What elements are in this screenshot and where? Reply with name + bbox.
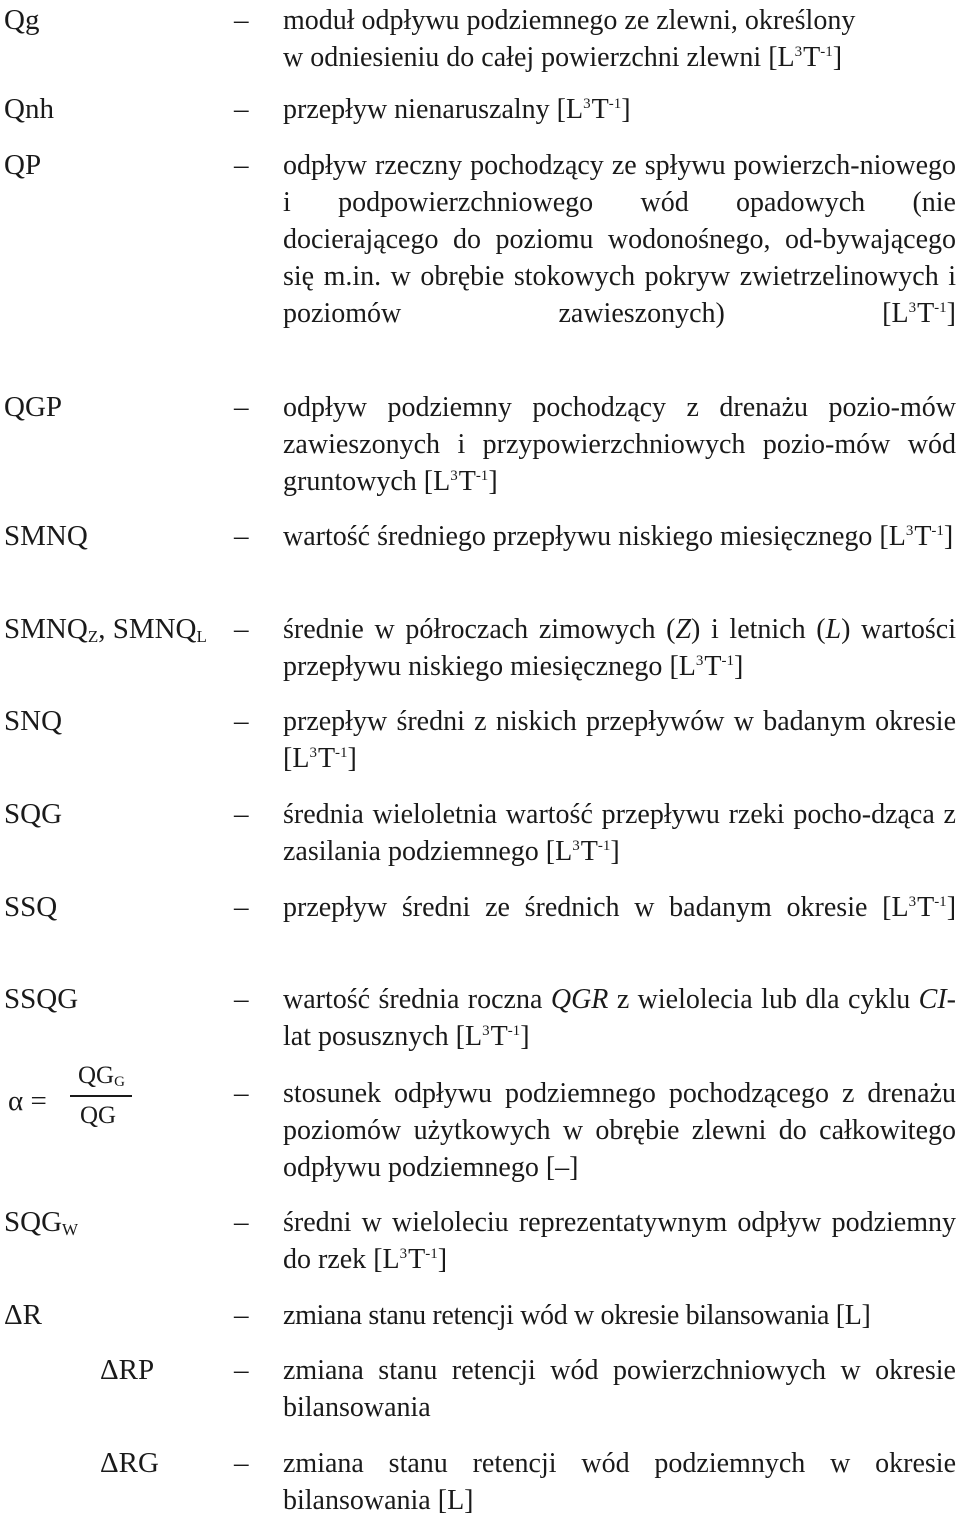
- unit: $[L^3T^{-1}]$: [768, 42, 843, 73]
- dash: –: [234, 1354, 249, 1386]
- unit: $[L^3T^{-1}]$: [283, 743, 357, 774]
- unit: $[L^3T^{-1}]$: [423, 466, 498, 497]
- denominator: QG: [80, 1102, 117, 1129]
- symbol: $SQG_W$: [4, 1206, 79, 1239]
- dash: –: [234, 798, 249, 830]
- symbol: Qg: [4, 4, 40, 36]
- unit: $[L^3T^{-1}]$: [455, 1021, 530, 1052]
- dash: –: [234, 4, 249, 36]
- definition: wartość średniego przepływu niskiego miesięcznego $[L^3T^{-1}]$: [283, 521, 954, 552]
- symbol: QGP: [4, 391, 63, 423]
- definition: średni w wieloleciu reprezentatywnym odpływ podziemny do rzek $[L^3T^{-1}]$: [283, 1207, 956, 1275]
- definition: zmiana stanu retencji wód w okresie bilansowania [L]: [283, 1300, 871, 1331]
- unit: $[L^3T^{-1}]$: [669, 651, 744, 682]
- definition: przepływ nienaruszalny $[L^3T^{-1}]$: [283, 94, 631, 125]
- dash: –: [234, 93, 249, 125]
- definition: wartość średnia roczna QGR z wielolecia lub dla cyklu CI-lat posusznych $[L^3T^{-1}]$: [283, 984, 956, 1052]
- definition: odpływ podziemny pochodzący z drenażu pozio-mów zawieszonych i przypowierzchniowych pozio-mów wód gruntowych $[L^3T^{-1}]$: [283, 392, 956, 497]
- definition: średnie w półroczach zimowych (Z) i letnich (L) wartości przepływu niskiego miesięcznego $[L^3T^{-1}]$: [283, 614, 956, 682]
- numerator: $QG_G$: [78, 1062, 125, 1090]
- unit: $[L^3T^{-1}]$: [373, 1244, 448, 1275]
- symbol: $SMNQ_Z$, $SMNQ_L$: [4, 613, 207, 646]
- definition: średnia wieloletnia wartość przepływu rzeki pocho-dząca z zasilania podziemnego $[L^3T^{-1}]$: [283, 799, 956, 867]
- symbol: Qnh: [4, 93, 54, 125]
- symbol: SMNQ: [4, 520, 88, 552]
- dash: –: [234, 1077, 249, 1109]
- dash: –: [234, 983, 249, 1015]
- unit: $[L^3T^{-1}]$: [879, 521, 954, 552]
- dash: –: [234, 520, 249, 552]
- symbol: SSQ: [4, 891, 58, 923]
- symbol: ΔRG: [100, 1447, 159, 1479]
- unit: $[L^3T^{-1}]$: [556, 94, 631, 125]
- definition: odpływ rzeczny pochodzący ze spływu powierzch-niowego i podpowierzchniowego wód opadowych (nie docierającego do poziomu wodonośnego, od-bywającego się m.in. w obrębie stokowych pokryw zwietrzelinowych i poziomów zawieszonych) $[L^3T^{-1}]$: [283, 150, 956, 329]
- definition: stosunek odpływu podziemnego pochodzącego z drenażu poziomów użytkowych w obrębie zlewni do całkowitego odpływu podziemnego [–]: [283, 1078, 956, 1183]
- dash: –: [234, 613, 249, 645]
- definition: przepływ średni z niskich przepływów w badanym okresie $[L^3T^{-1}]$: [283, 706, 956, 774]
- symbol: SQG: [4, 798, 63, 830]
- dash: –: [234, 149, 249, 181]
- dash: –: [234, 705, 249, 737]
- dash: –: [234, 1299, 249, 1331]
- symbol: SSQG: [4, 983, 79, 1015]
- definition: zmiana stanu retencji wód podziemnych w okresie bilansowania [L]: [283, 1448, 956, 1516]
- definition: przepływ średni ze średnich w badanym okresie $[L^3T^{-1}]$: [283, 892, 957, 923]
- unit: $[L^3T^{-1}]$: [882, 298, 956, 329]
- unit: $[L^3T^{-1}]$: [882, 892, 957, 923]
- dash: –: [234, 1206, 249, 1238]
- dash: –: [234, 891, 249, 923]
- dash: –: [234, 391, 249, 423]
- unit: $[L^3T^{-1}]$: [545, 836, 620, 867]
- symbol: ΔR: [4, 1299, 42, 1331]
- symbol: ΔRP: [100, 1354, 155, 1386]
- symbol: QP: [4, 149, 42, 181]
- definition: zmiana stanu retencji wód powierzchniowych w okresie bilansowania: [283, 1355, 956, 1423]
- alpha-symbol: α: [8, 1085, 24, 1117]
- dash: –: [234, 1447, 249, 1479]
- definition: moduł odpływu podziemnego ze zlewni, określony w odniesieniu do całej powierzchni zlewni $[L^3T^{-1}]$: [283, 5, 856, 73]
- symbol: SNQ: [4, 705, 63, 737]
